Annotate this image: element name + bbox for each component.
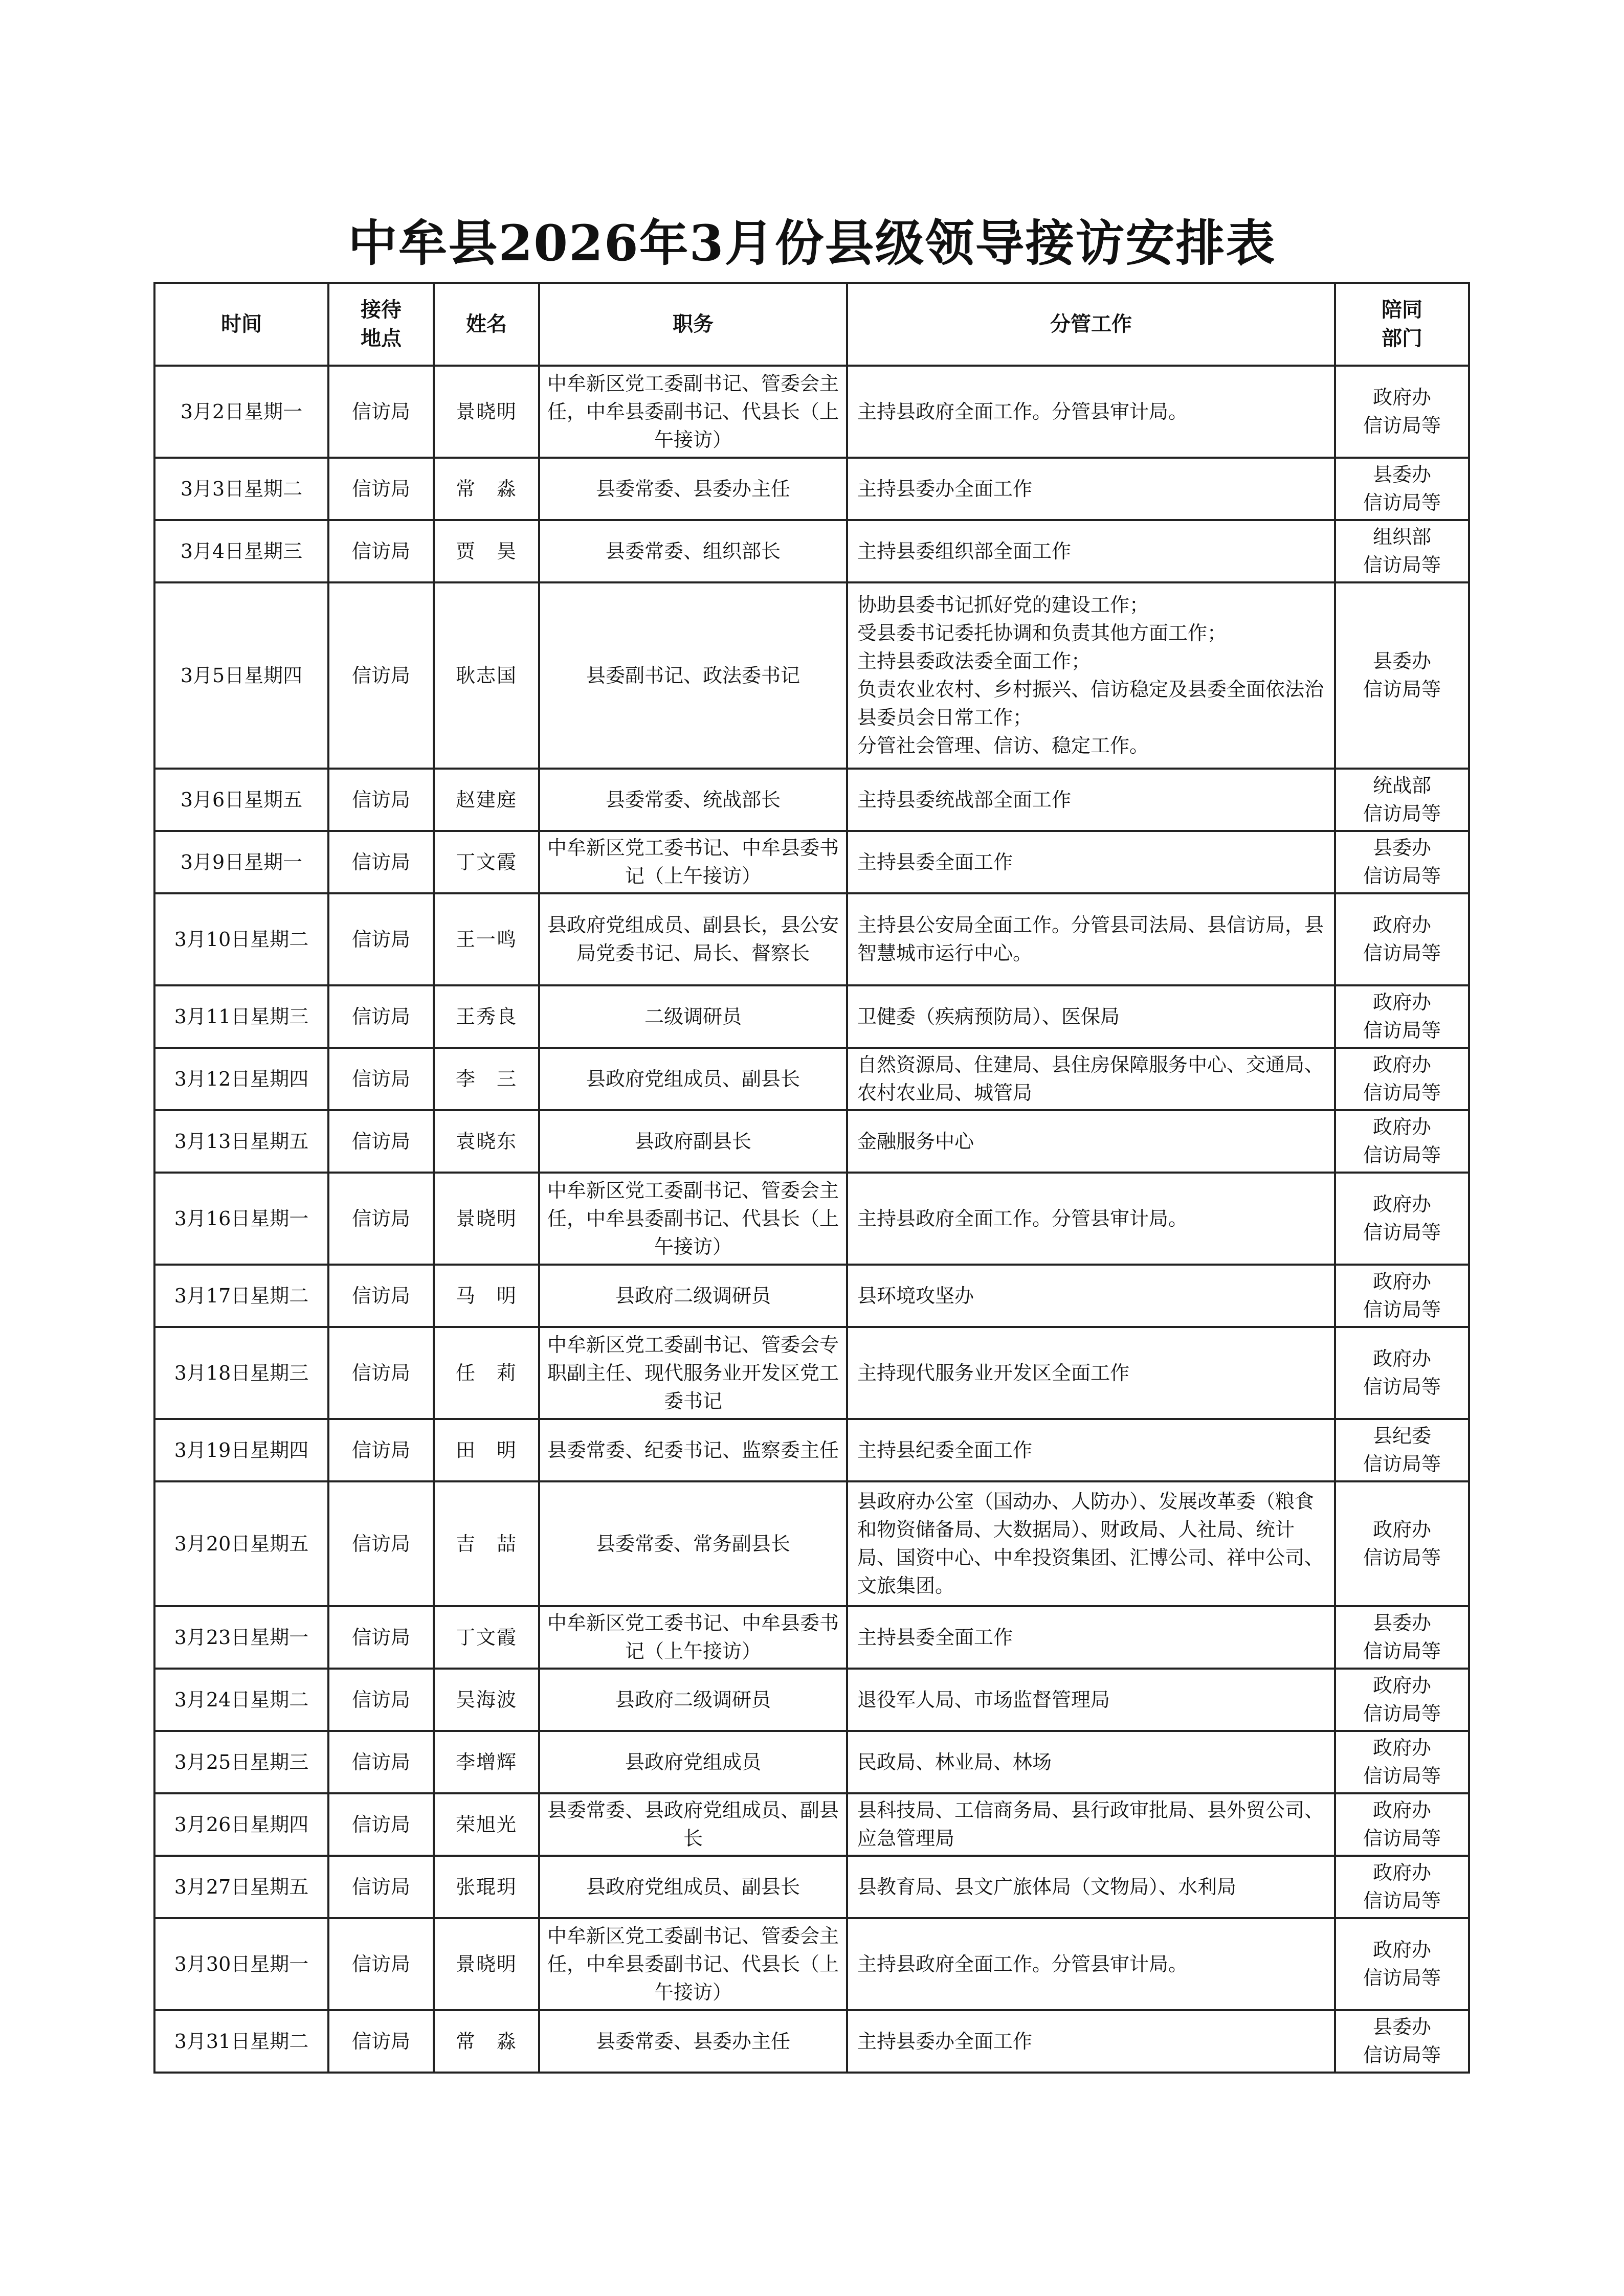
cell-duties: 民政局、林业局、林场 <box>847 1731 1335 1793</box>
cell-accompany: 政府办 信访局等 <box>1335 1793 1469 1856</box>
header-name: 姓名 <box>434 283 539 366</box>
cell-accompany: 政府办 信访局等 <box>1335 1173 1469 1265</box>
cell-time: 3月30日星期一 <box>154 1918 328 2010</box>
cell-duties: 主持县委办全面工作 <box>847 458 1335 520</box>
cell-location: 信访局 <box>328 1606 434 1669</box>
cell-time: 3月2日星期一 <box>154 366 328 458</box>
cell-position: 县委副书记、政法委书记 <box>539 582 847 769</box>
cell-time: 3月18日星期三 <box>154 1327 328 1419</box>
table-row <box>154 769 1469 831</box>
cell-location: 信访局 <box>328 1173 434 1265</box>
cell-position: 中牟新区党工委书记、中牟县委书记（上午接访） <box>539 1606 847 1669</box>
cell-time: 3月5日星期四 <box>154 582 328 769</box>
cell-name: 荣旭光 <box>434 1793 539 1856</box>
cell-accompany: 政府办 信访局等 <box>1335 1731 1469 1793</box>
cell-name: 丁文霞 <box>434 831 539 893</box>
table-row <box>154 1793 1469 1856</box>
cell-time: 3月16日星期一 <box>154 1173 328 1265</box>
cell-name: 常 淼 <box>434 2010 539 2073</box>
cell-position: 县政府二级调研员 <box>539 1669 847 1731</box>
cell-duties: 主持县委组织部全面工作 <box>847 520 1335 582</box>
cell-location: 信访局 <box>328 831 434 893</box>
header-location: 接待 地点 <box>328 283 434 366</box>
cell-accompany: 政府办 信访局等 <box>1335 366 1469 458</box>
cell-location: 信访局 <box>328 1731 434 1793</box>
table-row <box>154 1173 1469 1265</box>
cell-time: 3月13日星期五 <box>154 1110 328 1173</box>
cell-accompany: 政府办 信访局等 <box>1335 1669 1469 1731</box>
cell-location: 信访局 <box>328 1856 434 1918</box>
cell-time: 3月19日星期四 <box>154 1419 328 1481</box>
cell-time: 3月12日星期四 <box>154 1048 328 1110</box>
cell-accompany: 县纪委 信访局等 <box>1335 1419 1469 1481</box>
cell-name: 张琨玥 <box>434 1856 539 1918</box>
table-row <box>154 1856 1469 1918</box>
cell-position: 二级调研员 <box>539 985 847 1048</box>
cell-accompany: 县委办 信访局等 <box>1335 582 1469 769</box>
cell-location: 信访局 <box>328 2010 434 2073</box>
cell-accompany: 政府办 信访局等 <box>1335 1327 1469 1419</box>
cell-duties: 主持县公安局全面工作。分管县司法局、县信访局，县智慧城市运行中心。 <box>847 893 1335 985</box>
table-header-row <box>154 283 1469 366</box>
cell-name: 李增辉 <box>434 1731 539 1793</box>
cell-time: 3月31日星期二 <box>154 2010 328 2073</box>
cell-name: 耿志国 <box>434 582 539 769</box>
table-row <box>154 1419 1469 1481</box>
cell-time: 3月11日星期三 <box>154 985 328 1048</box>
cell-position: 县委常委、纪委书记、监察委主任 <box>539 1419 847 1481</box>
cell-time: 3月9日星期一 <box>154 831 328 893</box>
cell-location: 信访局 <box>328 582 434 769</box>
cell-location: 信访局 <box>328 366 434 458</box>
cell-time: 3月25日星期三 <box>154 1731 328 1793</box>
cell-time: 3月10日星期二 <box>154 893 328 985</box>
cell-position: 中牟新区党工委书记、中牟县委书记（上午接访） <box>539 831 847 893</box>
cell-position: 县政府党组成员、副县长 <box>539 1856 847 1918</box>
cell-duties: 主持县政府全面工作。分管县审计局。 <box>847 1173 1335 1265</box>
table-row <box>154 520 1469 582</box>
table-row <box>154 1110 1469 1173</box>
table-row <box>154 1265 1469 1327</box>
cell-time: 3月23日星期一 <box>154 1606 328 1669</box>
page-title: 中牟县2026年3月份县级领导接访安排表 <box>348 214 1276 272</box>
header-accompany: 陪同 部门 <box>1335 283 1469 366</box>
schedule-table <box>153 282 1470 2074</box>
cell-location: 信访局 <box>328 1481 434 1606</box>
cell-location: 信访局 <box>328 1793 434 1856</box>
table-row <box>154 1669 1469 1731</box>
table-row <box>154 1606 1469 1669</box>
cell-position: 县政府党组成员、副县长，县公安局党委书记、局长、督察长 <box>539 893 847 985</box>
table-row <box>154 1327 1469 1419</box>
cell-position: 县委常委、县委办主任 <box>539 2010 847 2073</box>
cell-location: 信访局 <box>328 769 434 831</box>
cell-location: 信访局 <box>328 1419 434 1481</box>
cell-time: 3月24日星期二 <box>154 1669 328 1731</box>
cell-name: 贾 昊 <box>434 520 539 582</box>
cell-time: 3月27日星期五 <box>154 1856 328 1918</box>
cell-name: 马 明 <box>434 1265 539 1327</box>
cell-position: 县政府党组成员 <box>539 1731 847 1793</box>
cell-duties: 金融服务中心 <box>847 1110 1335 1173</box>
cell-name: 任 莉 <box>434 1327 539 1419</box>
cell-location: 信访局 <box>328 1669 434 1731</box>
table-row <box>154 831 1469 893</box>
table-row <box>154 893 1469 985</box>
cell-accompany: 组织部 信访局等 <box>1335 520 1469 582</box>
cell-duties: 主持县纪委全面工作 <box>847 1419 1335 1481</box>
cell-duties: 退役军人局、市场监督管理局 <box>847 1669 1335 1731</box>
cell-location: 信访局 <box>328 458 434 520</box>
cell-accompany: 县委办 信访局等 <box>1335 1606 1469 1669</box>
cell-position: 县政府二级调研员 <box>539 1265 847 1327</box>
cell-name: 田 明 <box>434 1419 539 1481</box>
header-duties: 分管工作 <box>847 283 1335 366</box>
cell-position: 中牟新区党工委副书记、管委会主任，中牟县委副书记、代县长（上午接访） <box>539 1173 847 1265</box>
cell-duties: 县环境攻坚办 <box>847 1265 1335 1327</box>
cell-name: 景晓明 <box>434 1918 539 2010</box>
cell-accompany: 政府办 信访局等 <box>1335 893 1469 985</box>
cell-name: 赵建庭 <box>434 769 539 831</box>
cell-duties: 主持县委全面工作 <box>847 1606 1335 1669</box>
header-time: 时间 <box>154 283 328 366</box>
cell-name: 王一鸣 <box>434 893 539 985</box>
cell-location: 信访局 <box>328 1265 434 1327</box>
cell-accompany: 县委办 信访局等 <box>1335 831 1469 893</box>
cell-accompany: 政府办 信访局等 <box>1335 985 1469 1048</box>
cell-time: 3月3日星期二 <box>154 458 328 520</box>
cell-location: 信访局 <box>328 520 434 582</box>
cell-accompany: 政府办 信访局等 <box>1335 1918 1469 2010</box>
cell-location: 信访局 <box>328 985 434 1048</box>
table-row <box>154 1481 1469 1606</box>
cell-position: 县委常委、组织部长 <box>539 520 847 582</box>
table-row <box>154 2010 1469 2073</box>
cell-accompany: 统战部 信访局等 <box>1335 769 1469 831</box>
cell-accompany: 政府办 信访局等 <box>1335 1856 1469 1918</box>
cell-position: 中牟新区党工委副书记、管委会主任，中牟县委副书记、代县长（上午接访） <box>539 1918 847 2010</box>
table-row <box>154 1918 1469 2010</box>
cell-accompany: 县委办 信访局等 <box>1335 2010 1469 2073</box>
cell-duties: 主持县政府全面工作。分管县审计局。 <box>847 366 1335 458</box>
cell-name: 袁晓东 <box>434 1110 539 1173</box>
table-row <box>154 1731 1469 1793</box>
cell-duties: 主持县委全面工作 <box>847 831 1335 893</box>
header-position: 职务 <box>539 283 847 366</box>
cell-duties: 卫健委（疾病预防局）、医保局 <box>847 985 1335 1048</box>
cell-position: 县委常委、常务副县长 <box>539 1481 847 1606</box>
cell-duties: 自然资源局、住建局、县住房保障服务中心、交通局、农村农业局、城管局 <box>847 1048 1335 1110</box>
cell-position: 县委常委、县政府党组成员、副县长 <box>539 1793 847 1856</box>
cell-name: 吴海波 <box>434 1669 539 1731</box>
cell-location: 信访局 <box>328 1110 434 1173</box>
cell-name: 王秀良 <box>434 985 539 1048</box>
cell-location: 信访局 <box>328 893 434 985</box>
cell-name: 常 淼 <box>434 458 539 520</box>
cell-duties: 主持现代服务业开发区全面工作 <box>847 1327 1335 1419</box>
cell-name: 景晓明 <box>434 1173 539 1265</box>
cell-time: 3月26日星期四 <box>154 1793 328 1856</box>
cell-location: 信访局 <box>328 1048 434 1110</box>
cell-position: 中牟新区党工委副书记、管委会专职副主任、现代服务业开发区党工委书记 <box>539 1327 847 1419</box>
cell-duties: 县教育局、县文广旅体局（文物局）、水利局 <box>847 1856 1335 1918</box>
cell-accompany: 政府办 信访局等 <box>1335 1481 1469 1606</box>
cell-accompany: 县委办 信访局等 <box>1335 458 1469 520</box>
cell-duties: 主持县政府全面工作。分管县审计局。 <box>847 1918 1335 2010</box>
table-row <box>154 1048 1469 1110</box>
cell-name: 吉 喆 <box>434 1481 539 1606</box>
cell-position: 县政府副县长 <box>539 1110 847 1173</box>
cell-name: 景晓明 <box>434 366 539 458</box>
table-row <box>154 366 1469 458</box>
table-row <box>154 458 1469 520</box>
cell-location: 信访局 <box>328 1327 434 1419</box>
cell-position: 中牟新区党工委副书记、管委会主任，中牟县委副书记、代县长（上午接访） <box>539 366 847 458</box>
cell-time: 3月20日星期五 <box>154 1481 328 1606</box>
cell-duties: 县科技局、工信商务局、县行政审批局、县外贸公司、应急管理局 <box>847 1793 1335 1856</box>
table-row <box>154 582 1469 769</box>
cell-time: 3月6日星期五 <box>154 769 328 831</box>
cell-duties: 县政府办公室（国动办、人防办）、发展改革委（粮食和物资储备局、大数据局）、财政局、人社局、统计局、国资中心、中牟投资集团、汇博公司、祥中公司、文旅集团。 <box>847 1481 1335 1606</box>
cell-accompany: 政府办 信访局等 <box>1335 1110 1469 1173</box>
cell-position: 县委常委、统战部长 <box>539 769 847 831</box>
cell-accompany: 政府办 信访局等 <box>1335 1048 1469 1110</box>
cell-name: 丁文霞 <box>434 1606 539 1669</box>
cell-duties: 主持县委统战部全面工作 <box>847 769 1335 831</box>
cell-time: 3月4日星期三 <box>154 520 328 582</box>
cell-duties: 协助县委书记抓好党的建设工作； 受县委书记委托协调和负责其他方面工作； 主持县委政法委全面工作； 负责农业农村、乡村振兴、信访稳定及县委全面依法治县委员会日常工作； 分管社会管理、信访、稳定工作。 <box>847 582 1335 769</box>
cell-accompany: 政府办 信访局等 <box>1335 1265 1469 1327</box>
cell-location: 信访局 <box>328 1918 434 2010</box>
cell-position: 县委常委、县委办主任 <box>539 458 847 520</box>
cell-time: 3月17日星期二 <box>154 1265 328 1327</box>
table-row <box>154 985 1469 1048</box>
cell-duties: 主持县委办全面工作 <box>847 2010 1335 2073</box>
cell-name: 李 三 <box>434 1048 539 1110</box>
cell-position: 县政府党组成员、副县长 <box>539 1048 847 1110</box>
